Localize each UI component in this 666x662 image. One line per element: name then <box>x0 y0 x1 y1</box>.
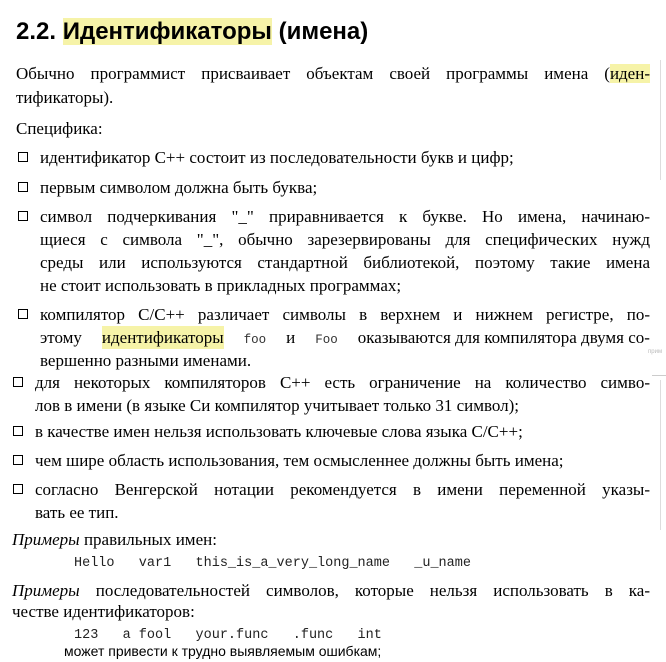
edge-rule <box>660 60 661 180</box>
bullet-item-8-line-2: вать ее тип. <box>35 503 119 522</box>
bullet-checkbox-icon <box>13 484 23 494</box>
bullet-checkbox-icon <box>13 455 23 465</box>
bullet-checkbox-icon <box>18 182 28 192</box>
bullet-item-4-line-2: этому идентификаторы foo и Foo оказываются для компилятора двумя со- <box>40 326 650 352</box>
bullet-item-1: идентификатор С++ состоит из последовательности букв и цифр; <box>40 148 514 167</box>
valid-examples-label: Примеры правильных имен: <box>12 530 217 549</box>
invalid-examples-code: 123 a fool your.func .func int <box>74 628 382 643</box>
identifiers-highlighted-word: идентификаторы <box>101 328 224 347</box>
section-number: 2.2. <box>16 18 57 45</box>
bullet-checkbox-icon <box>18 309 28 319</box>
intro-line-2: тификаторы). <box>16 88 114 107</box>
bullet-checkbox-icon <box>18 211 28 221</box>
intro-highlighted-word: иден- <box>609 64 650 83</box>
heading-highlighted-word: Идентификаторы <box>62 18 272 45</box>
code-Foo: Foo <box>315 333 338 347</box>
edge-rule <box>660 380 661 530</box>
intro-line-1: Обычно программист присваивает объектам своей программы имена (иден- <box>16 64 650 83</box>
bullet-item-3-line-2: щиеся с символа "_", обычно зарезервированы для специфических нужд <box>40 230 650 249</box>
bullet-checkbox-icon <box>13 426 23 436</box>
bullet-item-3-line-3: среды или используются стандартной библиотекой, поэтому такие имена <box>40 253 650 272</box>
invalid-examples-label-line-1: Примеры последовательностей символов, которые нельзя использовать в ка- <box>12 581 650 600</box>
bullet-item-5-line-2: лов в имени (в языке Си компилятор учитывает только 31 символ); <box>35 396 520 415</box>
heading-rest: (имена) <box>278 18 369 45</box>
bullet-item-4-line-3: вершенно разными именами. <box>40 351 252 370</box>
bullet-item-3-line-4: не стоит использовать в прикладных программах; <box>40 276 402 295</box>
bullet-item-5-line-1: для некоторых компиляторов С++ есть ограничение на количество симво- <box>35 373 650 392</box>
specifics-label: Специфика: <box>16 119 103 138</box>
section-heading <box>16 16 368 48</box>
bullet-item-4-line-1: компилятор С/С++ различает символы в верхнем и нижнем регистре, по- <box>40 305 650 324</box>
bullet-item-7: чем шире область использования, тем осмысленнее должны быть имена; <box>35 451 564 470</box>
code-foo: foo <box>243 333 267 347</box>
bullet-checkbox-icon <box>13 377 23 387</box>
valid-examples-code: Hello var1 this_is_a_very_long_name _u_name <box>74 556 471 571</box>
invalid-examples-label-line-2: честве идентификаторов: <box>12 602 195 621</box>
footer-line: может привести к трудно выявляемым ошибкам; <box>64 643 382 659</box>
bullet-checkbox-icon <box>18 152 28 162</box>
bullet-item-3-line-1: символ подчеркивания "_" приравнивается к букве. Но имена, начинаю- <box>40 207 650 226</box>
margin-note: прим <box>648 349 663 355</box>
margin-rule <box>652 375 666 376</box>
bullet-item-6: в качестве имен нельзя использовать ключевые слова языка С/С++; <box>35 422 523 441</box>
bullet-item-8-line-1: согласно Венгерской нотации рекомендуется в имени переменной указы- <box>35 480 650 499</box>
bullet-item-2: первым символом должна быть буква; <box>40 178 318 197</box>
